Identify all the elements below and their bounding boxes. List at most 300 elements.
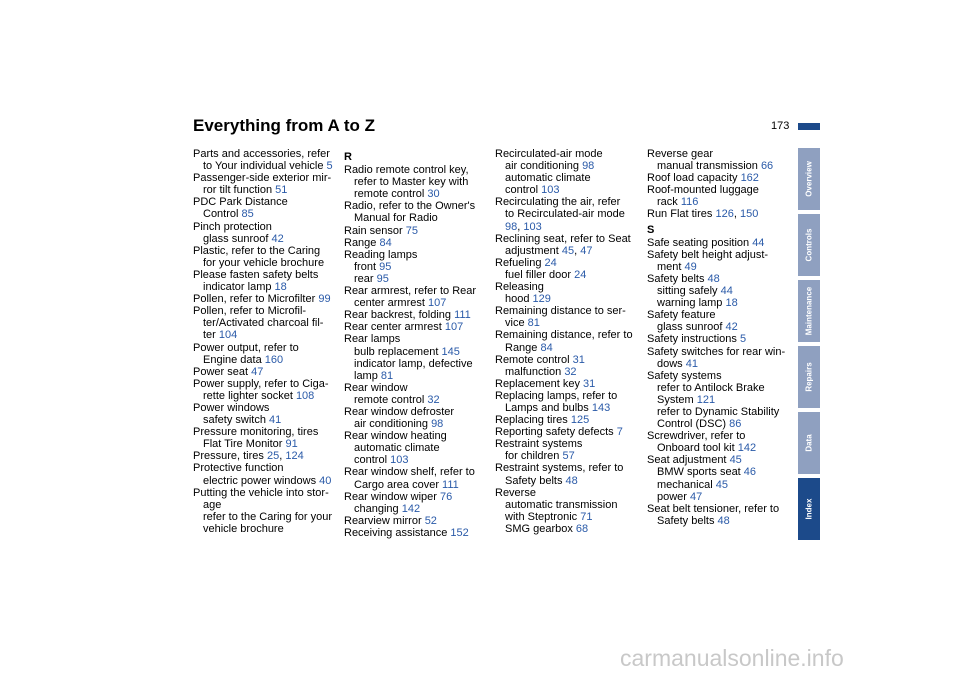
index-entry-text: changing <box>354 502 402 515</box>
index-entry-text: automatic transmission <box>505 498 618 511</box>
page-reference-link[interactable]: 24 <box>544 256 557 269</box>
index-entry <box>193 281 338 293</box>
page-reference-link[interactable]: 45 <box>729 454 742 467</box>
page-reference-link[interactable]: 25 <box>266 450 280 463</box>
index-entry-text: ror tilt function <box>203 184 276 197</box>
index-entry: 98, 103 <box>505 220 542 233</box>
index-entry <box>344 491 489 503</box>
index-entry-text: Reading lamps <box>344 248 418 261</box>
index-entry-text: Rear window wiper <box>344 490 440 503</box>
index-entry-text: manual transmission <box>657 160 761 173</box>
index-entry-text: to Recirculated-air mode <box>505 208 625 221</box>
page-reference-link[interactable]: 68 <box>575 522 589 535</box>
tab-label: Repairs <box>804 362 814 392</box>
tab-label: Maintenance <box>804 286 814 336</box>
index-entry-text: Refueling <box>495 256 545 269</box>
tab-controls[interactable] <box>798 214 820 276</box>
index-entry-text: Safety belts <box>647 272 708 285</box>
index-entry-text: hood <box>505 293 533 306</box>
page-reference-link[interactable]: 42 <box>725 321 738 334</box>
index-entry <box>647 370 792 382</box>
index-letter-heading <box>647 224 792 236</box>
page-reference-link[interactable]: 47 <box>690 490 703 503</box>
index-entry <box>344 479 489 491</box>
page-reference-link[interactable]: 18 <box>274 281 287 294</box>
index-column-3 <box>495 148 640 535</box>
index-entry-text: Pollen, refer to Microfilter <box>193 293 319 306</box>
page-reference-link[interactable]: 125 <box>570 414 590 427</box>
page-reference-link[interactable]: 84 <box>540 341 553 354</box>
index-entry <box>193 317 338 329</box>
index-entry-text: ter <box>203 329 219 342</box>
index-entry-text: front <box>354 260 380 273</box>
page-reference-link[interactable]: 142 <box>737 442 757 455</box>
tab-label: Index <box>804 498 814 520</box>
index-entry-text: mechanical <box>657 478 716 491</box>
index-entry-text: for children <box>505 450 563 463</box>
index-entry-text: sitting safely <box>657 285 721 298</box>
section-tabs <box>798 148 820 544</box>
index-entry-text: System <box>657 393 697 406</box>
page-reference-link[interactable]: 129 <box>532 293 551 306</box>
index-entry <box>344 176 489 188</box>
index-entry <box>193 257 338 269</box>
index-entry-text: Rear window defroster <box>344 405 455 418</box>
index-entry-text: Seat adjustment <box>647 454 730 467</box>
index-entry <box>344 212 489 224</box>
index-entry-text: Range <box>505 341 541 354</box>
page-reference-link[interactable]: 98 <box>431 418 444 431</box>
index-entry <box>344 394 489 406</box>
index-entry-text: air conditioning <box>354 418 432 431</box>
index-entry-text: Restraint systems <box>495 438 583 451</box>
index-entry-text: Safe seating position <box>647 236 753 249</box>
page-reference-link[interactable]: 143 <box>591 401 611 414</box>
page-reference-link[interactable]: 98 <box>582 160 595 173</box>
page-reference-link[interactable]: 31 <box>572 353 585 366</box>
index-entry-text: to Your individual vehicle <box>203 160 327 173</box>
index-entry <box>344 285 489 297</box>
index-entry-text: Rear window shelf, refer to <box>344 466 475 479</box>
index-entry-text: Pressure monitoring, tires <box>193 426 319 439</box>
index-entry-text: Rear center armrest <box>344 321 445 334</box>
index-entry <box>647 503 792 515</box>
index-entry <box>647 454 792 466</box>
page-reference-link[interactable]: 44 <box>752 236 765 249</box>
index-entry-text: Remaining distance, refer to <box>495 329 633 342</box>
index-entry <box>193 523 338 535</box>
tab-label: Overview <box>804 161 814 197</box>
index-column-4 <box>647 148 792 527</box>
index-entry <box>495 233 640 245</box>
index-entry-text: Safety belt height adjust- <box>647 248 769 261</box>
index-entry <box>495 523 640 535</box>
index-entry-text: Onboard tool kit <box>657 442 738 455</box>
index-entry <box>344 225 489 237</box>
index-entry-text: safety switch <box>203 414 270 427</box>
page-reference-link[interactable]: 98 <box>505 220 518 233</box>
index-entry <box>193 487 338 499</box>
page-reference-link[interactable]: 107 <box>427 297 447 310</box>
page-reference-link[interactable]: 49 <box>684 260 697 273</box>
index-entry <box>193 148 338 160</box>
page-reference-link[interactable]: 104 <box>218 329 238 342</box>
index-entry-text: glass sunroof <box>203 232 272 245</box>
index-entry <box>647 148 792 160</box>
index-entry <box>647 309 792 321</box>
index-entry-text: Protective function <box>193 462 284 475</box>
index-entry-text: warning lamp <box>657 297 726 310</box>
index-entry <box>344 164 489 176</box>
index-entry: Run Flat tires 126, 150 <box>647 208 759 221</box>
tab-index[interactable] <box>798 478 820 540</box>
page-reference-link[interactable]: 7 <box>616 426 623 439</box>
index-entry <box>647 196 792 208</box>
page-reference-link[interactable]: 126 <box>715 208 734 221</box>
index-entry <box>495 402 640 414</box>
index-entry <box>193 305 338 317</box>
page-reference-link[interactable]: 150 <box>739 208 759 221</box>
page-reference-link[interactable]: 81 <box>527 317 540 330</box>
index-entry <box>193 293 338 305</box>
tab-label: Data <box>804 434 814 452</box>
index-entry-text: Replacing tires <box>495 414 571 427</box>
index-entry <box>193 366 338 378</box>
index-entry: Pressure, tires 25, 124 <box>193 450 304 463</box>
page-reference-link[interactable]: 47 <box>251 365 264 378</box>
index-entry-text: Power seat <box>193 365 252 378</box>
index-entry-text: automatic climate <box>354 442 440 455</box>
index-entry <box>647 479 792 491</box>
index-entry-text: R <box>344 151 352 163</box>
page-reference-link[interactable]: 71 <box>580 510 593 523</box>
index-entry <box>193 160 338 172</box>
index-entry <box>495 172 640 184</box>
index-entry-text: Reverse gear <box>647 148 714 160</box>
page-reference-link[interactable]: 32 <box>427 393 440 406</box>
page-reference-link[interactable]: 52 <box>424 514 437 527</box>
index-entry-text: adjustment <box>505 244 562 257</box>
page-reference-link[interactable]: 85 <box>241 208 254 221</box>
index-entry-text: refer to the Caring for your <box>203 510 333 523</box>
index-entry-text: Rain sensor <box>344 224 406 237</box>
index-entry <box>193 233 338 245</box>
page-reference-link[interactable]: 5 <box>739 333 747 346</box>
index-entry-text: Rear armrest, refer to Rear <box>344 285 477 298</box>
page-reference-link[interactable]: 76 <box>439 490 453 503</box>
page-reference-link[interactable]: 75 <box>405 224 419 237</box>
page-reference-link[interactable]: 41 <box>269 414 282 427</box>
index-entry <box>193 414 338 426</box>
page-reference-link[interactable]: 51 <box>275 184 288 197</box>
index-entry-text: PDC Park Distance <box>193 196 288 209</box>
index-entry <box>647 466 792 478</box>
index-entry <box>495 426 640 438</box>
index-entry-text: refer to Antilock Brake <box>657 381 765 394</box>
page-number-bar <box>798 123 820 130</box>
index-entry-text: Remaining distance to ser- <box>495 305 626 318</box>
index-entry-text: Safety belts <box>505 474 566 487</box>
index-entry <box>647 184 792 196</box>
index-entry <box>495 281 640 293</box>
index-entry-text: Pressure, tires <box>193 450 267 463</box>
index-entry <box>495 329 640 341</box>
tab-maintenance[interactable] <box>798 280 820 342</box>
index-entry: adjustment 45, 47 <box>505 244 593 257</box>
tab-data[interactable] <box>798 412 820 474</box>
index-entry-text: SMG gearbox <box>505 522 576 535</box>
index-entry <box>495 450 640 462</box>
index-entry-text: Remote control <box>495 353 573 366</box>
page-reference-link[interactable]: 32 <box>564 365 577 378</box>
index-column-1 <box>193 148 338 535</box>
page-reference-link[interactable]: 108 <box>295 389 315 402</box>
page-reference-link[interactable]: 107 <box>444 321 464 334</box>
page-reference-link[interactable]: 47 <box>580 244 593 257</box>
index-entry <box>495 317 640 329</box>
index-entry <box>344 237 489 249</box>
index-entry <box>647 261 792 273</box>
page-reference-link[interactable]: 41 <box>685 357 698 370</box>
index-entry <box>647 285 792 297</box>
index-entry <box>344 466 489 478</box>
index-entry-text: Recirculating the air, refer <box>495 196 621 209</box>
index-entry-text: control <box>354 454 391 467</box>
index-entry-text: Reclining seat, refer to Seat <box>495 232 631 245</box>
page-reference-link[interactable]: 95 <box>379 260 392 273</box>
index-entry <box>647 273 792 285</box>
page-reference-link[interactable]: 48 <box>565 474 578 487</box>
index-entry <box>344 346 489 358</box>
index-entry-text: Range <box>344 236 380 249</box>
index-entry <box>193 378 338 390</box>
page-reference-link[interactable]: 162 <box>740 172 759 185</box>
index-entry-text: automatic climate <box>505 172 591 185</box>
index-entry-text: for your vehicle brochure <box>203 256 325 269</box>
index-entry <box>344 503 489 515</box>
index-entry-text: BMW sports seat <box>657 466 744 479</box>
page-reference-link[interactable]: 86 <box>729 418 742 431</box>
page-reference-link[interactable]: 91 <box>285 438 298 451</box>
index-entry-text: S <box>647 223 655 236</box>
index-entry <box>495 342 640 354</box>
index-entry <box>495 184 640 196</box>
index-entry <box>344 200 489 212</box>
index-entry-text: Radio, refer to the Owner's <box>344 200 476 213</box>
page-reference-link[interactable]: 152 <box>450 526 469 539</box>
index-entry <box>344 309 489 321</box>
index-entry-text: control <box>505 184 542 197</box>
index-entry-text: Safety instructions <box>647 333 740 346</box>
index-entry <box>495 366 640 378</box>
index-entry-text: Screwdriver, refer to <box>647 430 746 443</box>
watermark: carmanualsonline.info <box>620 645 844 671</box>
index-entry <box>344 418 489 430</box>
index-entry-text: Control <box>203 208 242 221</box>
page-reference-link[interactable]: 116 <box>680 196 699 209</box>
page-reference-link[interactable]: 111 <box>442 478 459 491</box>
index-entry <box>495 414 640 426</box>
index-entry <box>193 499 338 511</box>
index-entry-text: Replacement key <box>495 377 584 390</box>
index-entry-text: Safety belts <box>657 514 718 527</box>
index-entry-text: Roof-mounted luggage <box>647 184 759 197</box>
page-reference-link[interactable]: 44 <box>720 285 733 298</box>
index-entry <box>647 346 792 358</box>
page-reference-link[interactable]: 48 <box>717 514 730 527</box>
index-entry <box>344 527 489 539</box>
index-entry-text: Safety switches for rear win- <box>647 345 786 358</box>
index-entry-text: Restraint systems, refer to <box>495 462 624 475</box>
index-entry <box>193 208 338 220</box>
index-entry <box>647 515 792 527</box>
index-entry-text: Rearview mirror <box>344 514 425 527</box>
index-entry-text: Reverse <box>495 486 536 499</box>
index-entry <box>344 370 489 382</box>
index-entry <box>344 430 489 442</box>
page-reference-link[interactable]: 66 <box>760 160 774 173</box>
index-entry-text: Cargo area cover <box>354 478 443 491</box>
index-column-2 <box>344 148 489 539</box>
index-entry-text: electric power windows <box>203 474 320 487</box>
page-reference-link[interactable]: 30 <box>427 188 440 201</box>
index-entry-text: rear <box>354 272 377 285</box>
index-entry-text: Rear backrest, folding <box>344 309 455 322</box>
index-entry <box>495 438 640 450</box>
index-entry-text: ment <box>657 260 685 273</box>
index-entry <box>495 305 640 317</box>
index-entry <box>495 257 640 269</box>
index-entry-text: Putting the vehicle into stor- <box>193 486 329 499</box>
index-entry <box>193 354 338 366</box>
index-entry <box>193 426 338 438</box>
index-entry-text: Pollen, refer to Microfil- <box>193 305 307 318</box>
index-entry-text: Lamps and bulbs <box>505 401 592 414</box>
index-entry-text: Safety feature <box>647 309 716 322</box>
index-entry <box>193 390 338 402</box>
index-entry-text: lamp <box>354 369 381 382</box>
index-entry-text: power <box>657 490 691 503</box>
index-entry <box>647 297 792 309</box>
page-reference-link[interactable]: 81 <box>380 369 394 382</box>
index-entry-text: Power supply, refer to Ciga- <box>193 377 329 390</box>
index-entry <box>495 499 640 511</box>
index-entry <box>647 172 792 184</box>
index-entry-text: Please fasten safety belts <box>193 268 319 281</box>
index-entry <box>647 406 792 418</box>
index-entry-text: air conditioning <box>505 160 583 173</box>
index-entry-text: Pinch protection <box>193 220 272 233</box>
page-reference-link[interactable]: 103 <box>523 220 542 233</box>
page-reference-link[interactable]: 48 <box>707 272 720 285</box>
page-reference-link[interactable]: 45 <box>561 244 575 257</box>
index-entry <box>495 487 640 499</box>
page-reference-link[interactable]: 57 <box>562 450 575 463</box>
index-entry-text: Radio remote control key, <box>344 164 469 177</box>
index-entry <box>193 245 338 257</box>
page-reference-link[interactable]: 24 <box>574 268 587 281</box>
tab-overview[interactable] <box>798 148 820 210</box>
index-entry <box>344 382 489 394</box>
page-reference-link[interactable]: 103 <box>541 184 560 197</box>
index-entry <box>193 329 338 341</box>
index-entry-text: Parts and accessories, refer <box>193 148 330 160</box>
index-entry <box>344 406 489 418</box>
page-reference-link[interactable]: 18 <box>725 297 738 310</box>
tab-repairs[interactable] <box>798 346 820 408</box>
index-entry-text: Reporting safety defects <box>495 426 617 439</box>
index-entry <box>647 160 792 172</box>
page-reference-link[interactable]: 5 <box>326 160 333 173</box>
page-reference-link[interactable]: 124 <box>285 450 304 463</box>
index-entry <box>647 430 792 442</box>
index-entry <box>495 269 640 281</box>
index-entry-text: Engine data <box>203 353 265 366</box>
page-reference-link[interactable]: 40 <box>319 474 332 487</box>
index-entry <box>193 196 338 208</box>
index-entry <box>647 358 792 370</box>
index-entry-text: Run Flat tires <box>647 208 716 221</box>
page-reference-link[interactable]: 160 <box>264 353 284 366</box>
index-letter-heading <box>344 151 489 163</box>
page-reference-link[interactable]: 142 <box>401 502 421 515</box>
index-entry <box>495 475 640 487</box>
index-entry-text: Replacing lamps, refer to <box>495 389 618 402</box>
index-entry-text: Recirculated-air mode <box>495 148 603 160</box>
page-reference-link[interactable]: 46 <box>743 466 757 479</box>
index-entry <box>647 237 792 249</box>
index-entry <box>647 382 792 394</box>
page-number: 173 <box>771 120 790 132</box>
index-entry <box>495 293 640 305</box>
page-reference-link[interactable]: 84 <box>379 236 392 249</box>
index-entry <box>193 172 338 184</box>
index-entry <box>344 515 489 527</box>
index-entry-text: dows <box>657 357 686 370</box>
index-entry <box>193 342 338 354</box>
page-reference-link[interactable]: 111 <box>454 309 471 322</box>
page-reference-link[interactable]: 145 <box>441 345 460 358</box>
page-reference-link[interactable]: 121 <box>696 393 716 406</box>
page-reference-link[interactable]: 103 <box>390 454 409 467</box>
page-reference-link[interactable]: 31 <box>583 377 596 390</box>
page-reference-link[interactable]: 95 <box>376 272 389 285</box>
page-reference-link[interactable]: 42 <box>271 232 284 245</box>
index-entry-text: rette lighter socket <box>203 389 296 402</box>
index-entry <box>193 184 338 196</box>
index-entry <box>193 475 338 487</box>
index-entry <box>193 438 338 450</box>
index-entry <box>495 354 640 366</box>
index-entry <box>647 321 792 333</box>
index-entry-text: Control (DSC) <box>657 418 730 431</box>
index-entry <box>344 188 489 200</box>
page-reference-link[interactable]: 45 <box>715 478 728 491</box>
index-entry <box>344 454 489 466</box>
index-entry <box>193 462 338 474</box>
index-entry-text: indicator lamp, defective <box>354 357 473 370</box>
page-reference-link[interactable]: 99 <box>318 293 331 306</box>
index-entry <box>495 511 640 523</box>
index-entry-text: Roof load capacity <box>647 172 741 185</box>
index-entry <box>495 462 640 474</box>
index-entry <box>344 321 489 333</box>
index-entry-text: Rear lamps <box>344 333 401 346</box>
index-entry <box>647 442 792 454</box>
index-entry <box>495 378 640 390</box>
index-entry-text: Flat Tire Monitor <box>203 438 286 451</box>
index-entry <box>344 261 489 273</box>
